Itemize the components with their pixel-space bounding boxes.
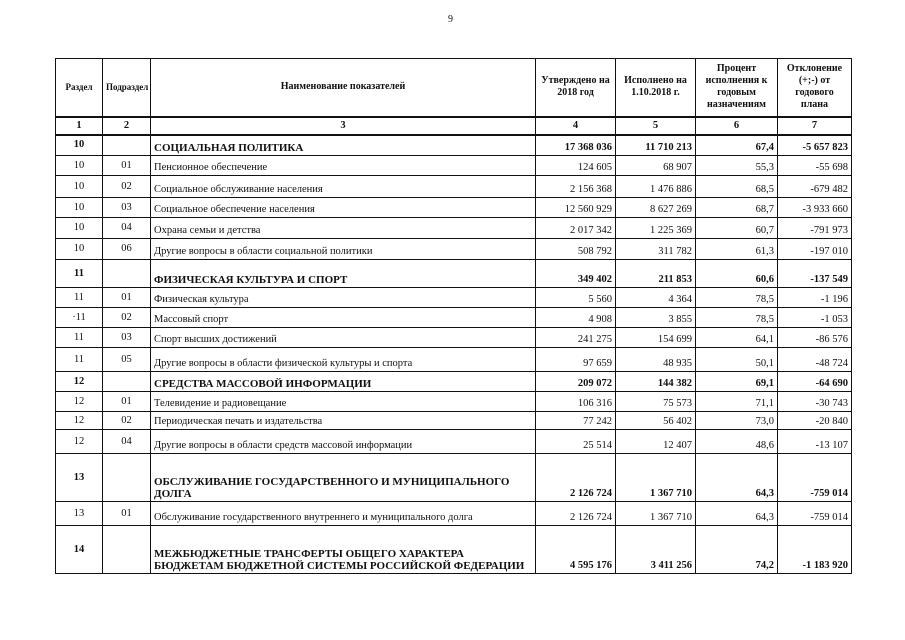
approved-cell: 508 792 bbox=[536, 239, 616, 260]
percent-cell: 50,1 bbox=[696, 348, 778, 372]
subsection-row bbox=[56, 176, 852, 198]
deviation-cell: -1 053 bbox=[778, 308, 852, 328]
subsection-row bbox=[56, 308, 852, 328]
percent-cell: 64,3 bbox=[696, 502, 778, 526]
percent-cell: 55,3 bbox=[696, 156, 778, 176]
podrazdel-cell: 01 bbox=[103, 392, 151, 412]
deviation-cell: -1 183 920 bbox=[778, 526, 852, 574]
deviation-cell: -759 014 bbox=[778, 502, 852, 526]
podrazdel-cell: 02 bbox=[103, 412, 151, 430]
executed-cell: 75 573 bbox=[616, 392, 696, 412]
name-cell: Социальное обеспечение населения bbox=[151, 198, 536, 218]
deviation-cell: -64 690 bbox=[778, 372, 852, 392]
deviation-cell: -759 014 bbox=[778, 454, 852, 502]
header-razdel: Раздел bbox=[56, 59, 103, 117]
podrazdel-cell: 01 bbox=[103, 288, 151, 308]
deviation-cell: -791 973 bbox=[778, 218, 852, 239]
subsection-row bbox=[56, 502, 852, 526]
razdel-cell: 11 bbox=[56, 348, 103, 372]
approved-cell: 17 368 036 bbox=[536, 135, 616, 156]
column-number: 5 bbox=[616, 117, 696, 135]
deviation-cell: -86 576 bbox=[778, 328, 852, 348]
podrazdel-cell bbox=[103, 454, 151, 502]
deviation-cell: -48 724 bbox=[778, 348, 852, 372]
header-approved: Утверждено на 2018 год bbox=[536, 59, 616, 117]
executed-cell: 211 853 bbox=[616, 260, 696, 288]
razdel-cell: 11 bbox=[56, 288, 103, 308]
percent-cell: 74,2 bbox=[696, 526, 778, 574]
deviation-cell: -5 657 823 bbox=[778, 135, 852, 156]
section-row bbox=[56, 454, 852, 502]
deviation-cell: -197 010 bbox=[778, 239, 852, 260]
subsection-row bbox=[56, 412, 852, 430]
podrazdel-cell: 04 bbox=[103, 218, 151, 239]
subsection-row bbox=[56, 348, 852, 372]
subsection-row bbox=[56, 288, 852, 308]
name-cell: Пенсионное обеспечение bbox=[151, 156, 536, 176]
razdel-cell: 10 bbox=[56, 135, 103, 156]
approved-cell: 2 126 724 bbox=[536, 502, 616, 526]
razdel-cell: 11 bbox=[56, 260, 103, 288]
executed-cell: 1 367 710 bbox=[616, 454, 696, 502]
name-cell: СРЕДСТВА МАССОВОЙ ИНФОРМАЦИИ bbox=[151, 372, 536, 392]
name-cell: Другие вопросы в области средств массовой информации bbox=[151, 430, 536, 454]
executed-cell: 56 402 bbox=[616, 412, 696, 430]
percent-cell: 48,6 bbox=[696, 430, 778, 454]
approved-cell: 2 156 368 bbox=[536, 176, 616, 198]
approved-cell: 77 242 bbox=[536, 412, 616, 430]
podrazdel-cell: 01 bbox=[103, 502, 151, 526]
name-cell: Социальное обслуживание населения bbox=[151, 176, 536, 198]
section-row bbox=[56, 260, 852, 288]
subsection-row bbox=[56, 156, 852, 176]
column-number: 7 bbox=[778, 117, 852, 135]
executed-cell: 11 710 213 bbox=[616, 135, 696, 156]
name-cell: МЕЖБЮДЖЕТНЫЕ ТРАНСФЕРТЫ ОБЩЕГО ХАРАКТЕРА БЮДЖЕТАМ БЮДЖЕТНОЙ СИСТЕМЫ РОССИЙСКОЙ ФЕДЕРАЦИИ bbox=[151, 526, 536, 574]
podrazdel-cell: 06 bbox=[103, 239, 151, 260]
name-cell: Спорт высших достижений bbox=[151, 328, 536, 348]
razdel-cell: 10 bbox=[56, 156, 103, 176]
budget-table bbox=[55, 58, 852, 574]
podrazdel-cell: 03 bbox=[103, 328, 151, 348]
executed-cell: 4 364 bbox=[616, 288, 696, 308]
percent-cell: 68,5 bbox=[696, 176, 778, 198]
subsection-row bbox=[56, 218, 852, 239]
approved-cell: 4 595 176 bbox=[536, 526, 616, 574]
razdel-cell: 14 bbox=[56, 526, 103, 574]
name-cell: Массовый спорт bbox=[151, 308, 536, 328]
executed-cell: 48 935 bbox=[616, 348, 696, 372]
executed-cell: 68 907 bbox=[616, 156, 696, 176]
podrazdel-cell bbox=[103, 135, 151, 156]
razdel-cell: 13 bbox=[56, 454, 103, 502]
approved-cell: 106 316 bbox=[536, 392, 616, 412]
name-cell: Периодическая печать и издательства bbox=[151, 412, 536, 430]
header-row bbox=[56, 59, 852, 117]
column-number: 6 bbox=[696, 117, 778, 135]
executed-cell: 144 382 bbox=[616, 372, 696, 392]
razdel-cell: 11 bbox=[56, 328, 103, 348]
column-number: 2 bbox=[103, 117, 151, 135]
razdel-cell: 13 bbox=[56, 502, 103, 526]
percent-cell: 69,1 bbox=[696, 372, 778, 392]
podrazdel-cell: 04 bbox=[103, 430, 151, 454]
name-cell: Физическая культура bbox=[151, 288, 536, 308]
header-name: Наименование показателей bbox=[151, 59, 536, 117]
podrazdel-cell: 02 bbox=[103, 308, 151, 328]
name-cell: ФИЗИЧЕСКАЯ КУЛЬТУРА И СПОРТ bbox=[151, 260, 536, 288]
column-number: 3 bbox=[151, 117, 536, 135]
subsection-row bbox=[56, 328, 852, 348]
executed-cell: 311 782 bbox=[616, 239, 696, 260]
name-cell: Охрана семьи и детства bbox=[151, 218, 536, 239]
deviation-cell: -20 840 bbox=[778, 412, 852, 430]
approved-cell: 4 908 bbox=[536, 308, 616, 328]
deviation-cell: -137 549 bbox=[778, 260, 852, 288]
deviation-cell: -679 482 bbox=[778, 176, 852, 198]
razdel-cell: 10 bbox=[56, 218, 103, 239]
percent-cell: 68,7 bbox=[696, 198, 778, 218]
razdel-cell: 12 bbox=[56, 392, 103, 412]
deviation-cell: -55 698 bbox=[778, 156, 852, 176]
header-podrazdel: Подраздел bbox=[103, 59, 151, 117]
name-cell: Другие вопросы в области социальной политики bbox=[151, 239, 536, 260]
razdel-cell: 10 bbox=[56, 239, 103, 260]
podrazdel-cell bbox=[103, 372, 151, 392]
approved-cell: 97 659 bbox=[536, 348, 616, 372]
name-cell: Обслуживание государственного внутреннего и муниципального долга bbox=[151, 502, 536, 526]
approved-cell: 5 560 bbox=[536, 288, 616, 308]
podrazdel-cell: 05 bbox=[103, 348, 151, 372]
percent-cell: 78,5 bbox=[696, 288, 778, 308]
executed-cell: 1 476 886 bbox=[616, 176, 696, 198]
approved-cell: 25 514 bbox=[536, 430, 616, 454]
subsection-row bbox=[56, 239, 852, 260]
executed-cell: 3 855 bbox=[616, 308, 696, 328]
executed-cell: 1 367 710 bbox=[616, 502, 696, 526]
percent-cell: 64,3 bbox=[696, 454, 778, 502]
razdel-cell: 12 bbox=[56, 372, 103, 392]
header-deviation: Отклонение (+;-) от годового плана bbox=[778, 59, 852, 117]
podrazdel-cell bbox=[103, 526, 151, 574]
name-cell: ОБСЛУЖИВАНИЕ ГОСУДАРСТВЕННОГО И МУНИЦИПАЛЬНОГО ДОЛГА bbox=[151, 454, 536, 502]
podrazdel-cell: 02 bbox=[103, 176, 151, 198]
percent-cell: 60,7 bbox=[696, 218, 778, 239]
deviation-cell: -3 933 660 bbox=[778, 198, 852, 218]
podrazdel-cell bbox=[103, 260, 151, 288]
percent-cell: 60,6 bbox=[696, 260, 778, 288]
approved-cell: 209 072 bbox=[536, 372, 616, 392]
razdel-cell: 12 bbox=[56, 430, 103, 454]
header-percent: Процент исполнения к годовым назначениям bbox=[696, 59, 778, 117]
deviation-cell: -13 107 bbox=[778, 430, 852, 454]
subsection-row bbox=[56, 430, 852, 454]
executed-cell: 154 699 bbox=[616, 328, 696, 348]
percent-cell: 67,4 bbox=[696, 135, 778, 156]
executed-cell: 1 225 369 bbox=[616, 218, 696, 239]
section-row bbox=[56, 135, 852, 156]
percent-cell: 64,1 bbox=[696, 328, 778, 348]
approved-cell: 241 275 bbox=[536, 328, 616, 348]
column-number: 1 bbox=[56, 117, 103, 135]
name-cell: СОЦИАЛЬНАЯ ПОЛИТИКА bbox=[151, 135, 536, 156]
executed-cell: 8 627 269 bbox=[616, 198, 696, 218]
podrazdel-cell: 01 bbox=[103, 156, 151, 176]
executed-cell: 3 411 256 bbox=[616, 526, 696, 574]
name-cell: Другие вопросы в области физической культуры и спорта bbox=[151, 348, 536, 372]
approved-cell: 349 402 bbox=[536, 260, 616, 288]
podrazdel-cell: 03 bbox=[103, 198, 151, 218]
header-executed: Исполнено на 1.10.2018 г. bbox=[616, 59, 696, 117]
subsection-row bbox=[56, 392, 852, 412]
column-number: 4 bbox=[536, 117, 616, 135]
razdel-cell: 10 bbox=[56, 198, 103, 218]
page-number: 9 bbox=[448, 14, 453, 25]
razdel-cell: 10 bbox=[56, 176, 103, 198]
approved-cell: 2 017 342 bbox=[536, 218, 616, 239]
section-row bbox=[56, 526, 852, 574]
name-cell: Телевидение и радиовещание bbox=[151, 392, 536, 412]
razdel-cell: 12 bbox=[56, 412, 103, 430]
executed-cell: 12 407 bbox=[616, 430, 696, 454]
column-number-row bbox=[56, 117, 852, 135]
percent-cell: 78,5 bbox=[696, 308, 778, 328]
approved-cell: 124 605 bbox=[536, 156, 616, 176]
subsection-row bbox=[56, 198, 852, 218]
percent-cell: 71,1 bbox=[696, 392, 778, 412]
deviation-cell: -1 196 bbox=[778, 288, 852, 308]
approved-cell: 2 126 724 bbox=[536, 454, 616, 502]
deviation-cell: -30 743 bbox=[778, 392, 852, 412]
section-row bbox=[56, 372, 852, 392]
razdel-cell: ·11 bbox=[56, 308, 103, 328]
percent-cell: 61,3 bbox=[696, 239, 778, 260]
approved-cell: 12 560 929 bbox=[536, 198, 616, 218]
percent-cell: 73,0 bbox=[696, 412, 778, 430]
